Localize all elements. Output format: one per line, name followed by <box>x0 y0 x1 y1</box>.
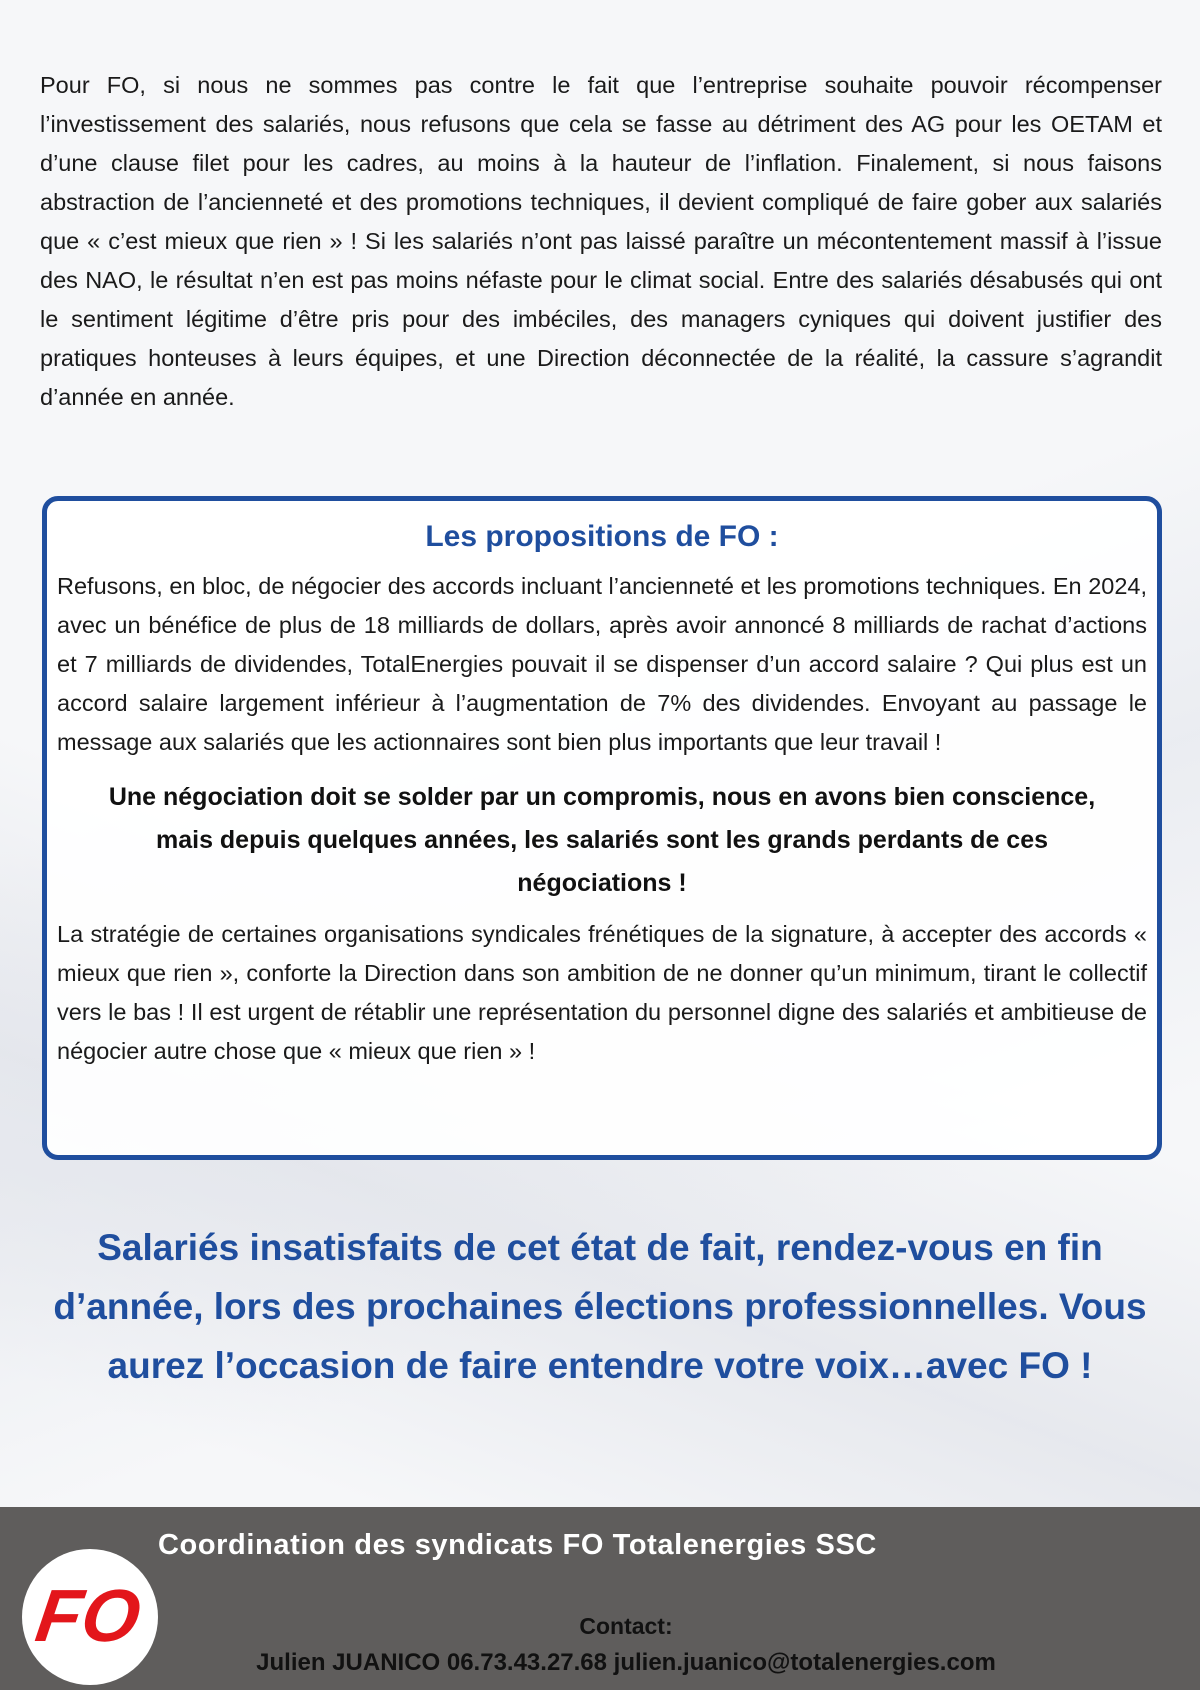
proposals-box <box>42 496 1162 1160</box>
proposals-paragraph-2: La stratégie de certaines organisations syndicales frénétiques de la signature, à accepter des accords « mieux que rien », conforte la Direction dans son ambition de ne donner qu’un minimum, tirant le collectif vers le bas ! Il est urgent de rétablir une représentation du personnel digne des salariés et ambitieuse de négocier autre chose que « mieux que rien » ! <box>57 921 1147 1064</box>
contact-details: Julien JUANICO 06.73.43.27.68 julien.juanico@totalenergies.com <box>256 1649 996 1676</box>
proposals-paragraph-1: Refusons, en bloc, de négocier des accords incluant l’ancienneté et les promotions techniques. En 2024, avec un bénéfice de plus de 18 milliards de dollars, après avoir annoncé 8 milliards de rachat d’actions et 7 milliards de dividendes, TotalEnergies pouvait il se dispenser d’un accord salaire ? Qui plus est un accord salaire largement inférieur à l’augmentation de 7% des dividendes. Envoyant au passage le message aux salariés que les actionnaires sont bien plus importants que leur travail ! <box>57 573 1147 755</box>
proposals-title: Les propositions de FO : <box>425 520 779 553</box>
intro-paragraph: Pour FO, si nous ne sommes pas contre le fait que l’entreprise souhaite pouvoir récompenser l’investissement des salariés, nous refusons que cela se fasse au détriment des AG pour les OETAM et d’une clause filet pour les cadres, au moins à la hauteur de l’inflation. Finalement, si nous faisons abstraction de l’ancienneté et des promotions techniques, il devient compliqué de faire gober aux salariés que « c’est mieux que rien » ! Si les salariés n’ont pas laissé paraître un mécontentement massif à l’issue des NAO, le résultat n’en est pas moins néfaste pour le climat social. Entre des salariés désabusés qui ont le sentiment légitime d’être pris pour des imbéciles, des managers cyniques qui doivent justifier des pratiques honteuses à leurs équipes, et une Direction déconnectée de la réalité, la cassure s’agrandit d’année en année. <box>40 72 1162 410</box>
call-to-action: Salariés insatisfaits de cet état de fait, rendez-vous en fin d’année, lors des prochaines élections professionnelles. Vous aurez l’occasion de faire entendre votre voix…avec FO ! <box>53 1227 1147 1386</box>
fo-logo-text: FO <box>31 1574 146 1657</box>
footer-organization: Coordination des syndicats FO Totalenergies SSC <box>158 1529 877 1561</box>
proposals-highlight: Une négociation doit se solder par un compromis, nous en avons bien conscience, mais depuis quelques années, les salariés sont les grands perdants de ces négociations ! <box>108 783 1096 897</box>
footer <box>0 1507 1200 1690</box>
contact-label: Contact: <box>579 1613 673 1639</box>
